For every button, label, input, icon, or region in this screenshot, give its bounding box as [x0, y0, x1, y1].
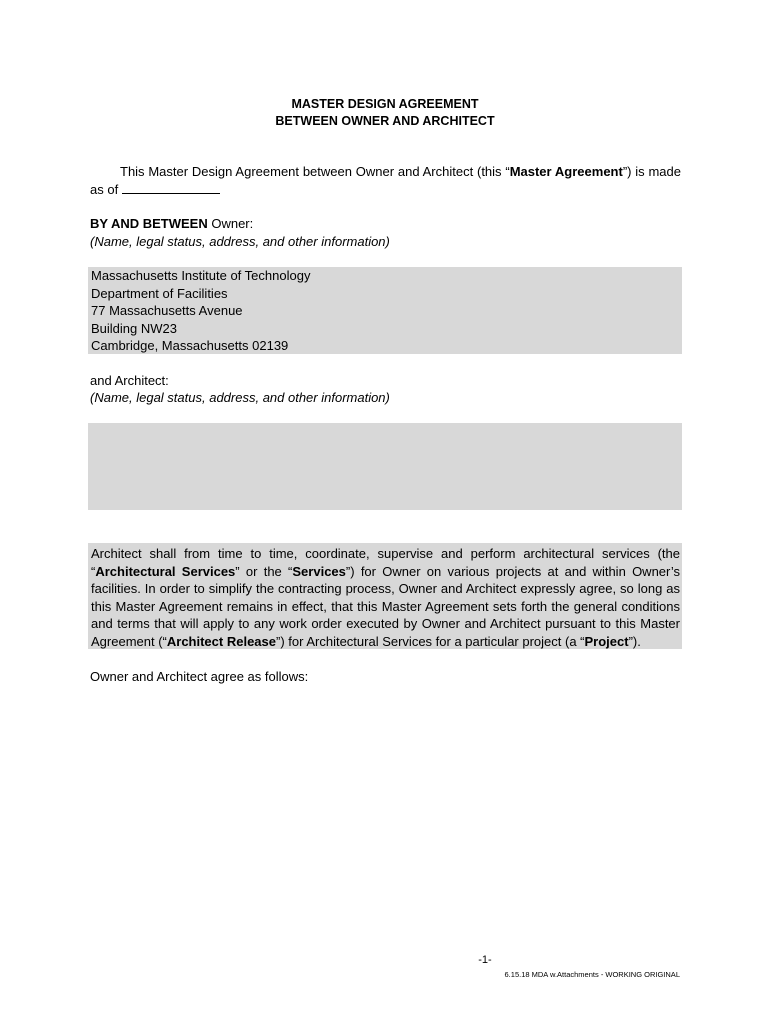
services-text: Architect shall from time to time, coordinate, supervise and perform architectural services (the “ [91, 546, 680, 579]
owner-info-note: (Name, legal status, address, and other information) [90, 234, 390, 249]
owner-address-line: Cambridge, Massachusetts 02139 [91, 338, 289, 353]
services-paragraph-field[interactable] [88, 543, 682, 649]
services-bold-term: Architectural Services [95, 563, 236, 579]
owner-heading-bold: BY AND BETWEEN [90, 216, 208, 231]
owner-address-line: Building NW23 [91, 320, 177, 336]
document-title-line-2: BETWEEN OWNER AND ARCHITECT [275, 114, 495, 128]
page-number: -1- [478, 954, 492, 966]
intro-text-before: This Master Design Agreement between Owner and Architect (this “ [120, 164, 510, 179]
services-paragraph [91, 545, 680, 650]
services-bold-term: Architect Release [166, 633, 276, 649]
services-text: ”) for Architectural Services for a particular project (a “ [276, 633, 585, 649]
intro-text-after: ”) is made as of [90, 164, 681, 197]
intro-bold-term: Master Agreement [509, 164, 623, 179]
document-code: 6.15.18 MDA w.Attachments - WORKING ORIGINAL [504, 970, 680, 979]
owner-address-line: 77 Massachusetts Avenue [91, 303, 243, 318]
owner-address-line: Department of Facilities [91, 285, 228, 301]
architect-label: and Architect: [90, 373, 169, 388]
services-bold-term: Services [292, 563, 346, 579]
owner-heading-rest: Owner: [207, 216, 254, 231]
document-title-line-1: MASTER DESIGN AGREEMENT [291, 97, 479, 111]
services-text: ” or the “ [235, 563, 293, 579]
owner-address-line: Massachusetts Institute of Technology [91, 268, 311, 283]
owner-address-field[interactable] [88, 267, 682, 354]
services-text: ”). [628, 633, 641, 649]
intro-paragraph [90, 163, 681, 198]
architect-info-note: (Name, legal status, address, and other information) [90, 390, 390, 405]
architect-info-field[interactable] [88, 423, 682, 510]
date-blank-line[interactable] [122, 181, 220, 194]
agree-statement: Owner and Architect agree as follows: [90, 669, 309, 684]
owner-heading [90, 215, 681, 233]
services-text: ”) for Owner on various projects at and within Owner’s facilities. In order to simplify the contracting process, Owner and Architect expressly agree, so long as this Master Agreement remains in effect, that this Master Agreement sets forth the general conditions and terms that will apply to any work order executed by Owner and Architect pursuant to this Master Agreement (“ [91, 563, 680, 649]
services-bold-term: Project [584, 633, 629, 649]
